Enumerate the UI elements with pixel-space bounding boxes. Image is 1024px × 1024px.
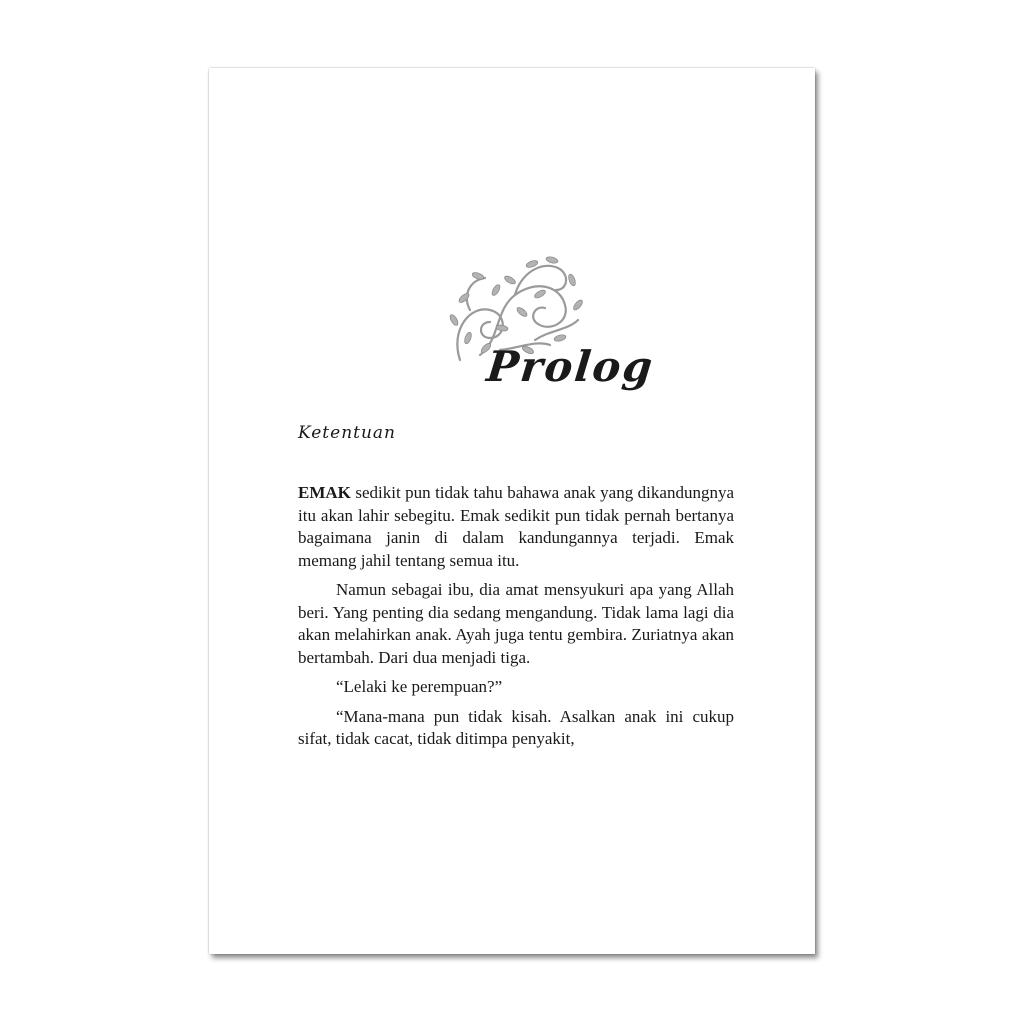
chapter-title: Prolog <box>484 342 657 391</box>
paragraph <box>298 482 734 572</box>
paragraph-lead-word: EMAK <box>298 483 351 502</box>
section-title: Ketentuan <box>298 423 397 443</box>
book-page <box>209 68 815 954</box>
paragraph: Namun sebagai ibu, dia amat mensyukuri apa yang Allah beri. Yang penting dia sedang mengandung. Tidak lama lagi dia akan melahirkan anak. Ayah juga tentu gembira. Zuriatnya akan bertambah. Dari dua menjadi tiga. <box>298 580 734 667</box>
paragraph: “Lelaki ke perempuan?” <box>336 677 503 696</box>
body-text <box>298 482 734 758</box>
paragraph: “Mana-mana pun tidak kisah. Asalkan anak ini cukup sifat, tidak cacat, tidak ditimpa penyakit, <box>298 706 734 748</box>
paragraph-text: sedikit pun tidak tahu bahawa anak yang dikandungnya itu akan lahir sebegitu. Emak sedikit pun tidak pernah bertanya bagaimana janin di dalam kandungannya terjadi. Emak memang jahil tentang semua itu. <box>298 483 734 570</box>
